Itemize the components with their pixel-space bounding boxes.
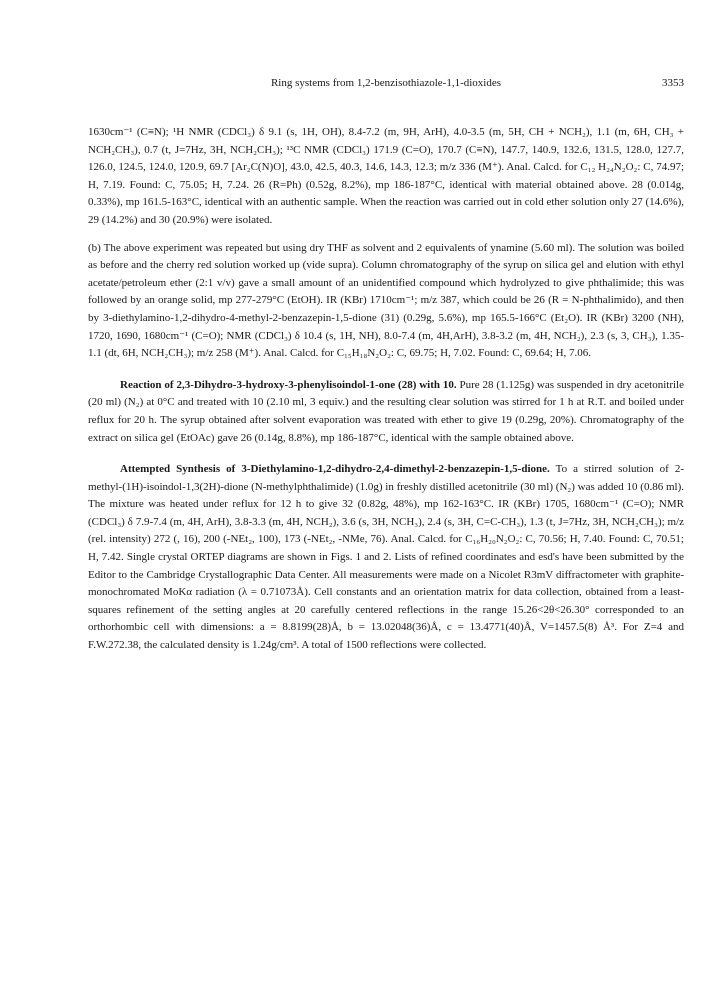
paragraph-continued-nmr: 1630cm⁻¹ (C≡N); ¹H NMR (CDCl₃) δ 9.1 (s, 1H, OH), 8.4-7.2 (m, 9H, ArH), 4.0-3.5 (m, 5H, CH + NCH₂), 1.1 (m, 6H, CH₃ + NCH₂CH₃), 0.7 (t, J=7Hz, 3H, NCH₂CH₃); ¹³C NMR (CDCl₃) 171.9 (C=O), 170.7 (C≡N), 147.7, 140.9, 132.6, 131.5, 128.0, 127.7, 126.0, 124.5, 124.0, 120.9, 69.7 [Ar₂C(N)O], 43.0, 42.5, 40.3, 14.6, 14.3, 12.3; m/z 336 (M⁺). Anal. Calcd. for C₁₂ H₂₄N₂O₂: C, 74.97; H, 7.19. Found: C, 75.05; H, 7.24. 26 (R=Ph) (0.52g, 8.2%), mp 186-187°C, identical with material obtained above. 28 (0.014g, 0.33%), mp 161.5-163°C, identical with an authentic sample. When the reaction was carried out in cold ether solution only 27 (14.6%), 29 (14.2%) and 30 (20.9%) were isolated. xyxy=(88,126,684,226)
section-attempted-synthesis xyxy=(88,461,684,655)
section-heading: Attempted Synthesis of 3-Diethylamino-1,2-dihydro-2,4-dimethyl-2-benzazepin-1,5-dione. xyxy=(120,463,550,476)
section-heading: Reaction of 2,3-Dihydro-3-hydroxy-3-phenylisoindol-1-one (28) with 10. xyxy=(120,378,457,391)
paragraph-experiment-b: (b) The above experiment was repeated but using dry THF as solvent and 2 equivalents of ynamine (5.60 ml). The solution was boiled as before and the cherry red solution worked up (vide supra). Column chromatography of the syrup on silica gel and elution with ethyl acetate/petroleum ether (2:1 v/v) gave a small amount of an unidentified compound which hydrolyzed to give phthalimide; this was followed by an orange solid, mp 277-279°C (EtOH). IR (KBr) 1710cm⁻¹; m/z 387, which could be 26 (R = N-phthalimido), and then by 3-diethylamino-1,2-dihydro-4-methyl-2-benzazepin-1,5-dione (31) (0.29g, 5.6%), mp 165.5-166°C (Et₂O). IR (KBr) 3200 (NH), 1720, 1690, 1680cm⁻¹ (C=O); NMR (CDCl₃) δ 10.4 (s, 1H, NH), 8.0-7.4 (m, 4H,ArH), 3.8-3.2 (m, 4H, NCH₂), 2.3 (s, 3, CH₃), 1.35-1.1 (dt, 6H, NCH₂CH₃); m/z 258 (M⁺). Anal. Calcd. for C₁₅H₁₈N₂O₂: C, 69.75; H, 7.02. Found: C, 69.64; H, 7.06. xyxy=(88,241,684,360)
article-body xyxy=(88,124,684,665)
page-number: 3353 xyxy=(662,77,684,89)
running-title: Ring systems from 1,2-benzisothiazole-1,1-dioxides xyxy=(270,77,502,89)
section-text: Pure 28 (1.125g) was suspended in dry acetonitrile (20 ml) (N₂) at 0°C and treated with 10 (2.10 ml, 3 equiv.) and the resulting clear solution was stirred for 1 h at R.T. and boiled under reflux for 20 h. The syrup obtained after solvent evaporation was treated with ether to give 19 (0.29g, 20%). Chromatography of the extract on silica gel (EtOAc) gave 26 (0.14g, 8.8%), mp 186-187°C, identical with the sample obtained above. xyxy=(88,378,684,444)
section-text: To a stirred solution of 2-methyl-(1H)-isoindol-1,3(2H)-dione (N-methylphthalimide) (1.0g) in freshly distilled acetonitrile (30 ml) (N₂) was added 10 (0.86 ml). The mixture was heated under reflux for 12 h to give 32 (0.82g, 48%), mp 162-163°C. IR (KBr) 1705, 1680cm⁻¹ (C=O); NMR (CDCl₃) δ 7.9-7.4 (m, 4H, ArH), 3.8-3.3 (m, 4H, NCH₂), 3.6 (s, 3H, NCH₃), 2.4 (s, 3H, C=C-CH₃), 1.3 (t, J=7Hz, 3H, NCH₂CH₃); m/z (rel. intensity) 272 (, 16), 200 (-NEt₂, 100), 173 (-NEt₂, -NMe, 76). Anal. Calcd. for C₁₆H₂₀N₂O₂: C, 70.56; H, 7.40. Found: C, 70.51; H, 7.42. Single crystal ORTEP diagrams are shown in Figs. 1 and 2. Lists of refined coordinates and esd's have been submitted by the Editor to the Cambridge Crystallographic Data Center. All measurements were made on a Nicolet R3mV diffractometer with graphite-monochromated MoKα radiation (λ = 0.71073Å). Cell constants and an orientation matrix for data collection, obtained from a least-squares refinement of the setting angles at 20 carefully centered reflections in the range 15.26<2θ<26.30° corresponded to an orthorhombic cell with dimensions: a = 8.8199(28)Å, b = 13.02048(36)Å, c = 13.4771(40)Å, V=1457.5(8) Å³. For Z=4 and F.W.272.38, the calculated density is 1.24g/cm³. A total of 1500 reflections were collected. xyxy=(88,463,684,652)
section-reaction-28 xyxy=(88,377,684,447)
